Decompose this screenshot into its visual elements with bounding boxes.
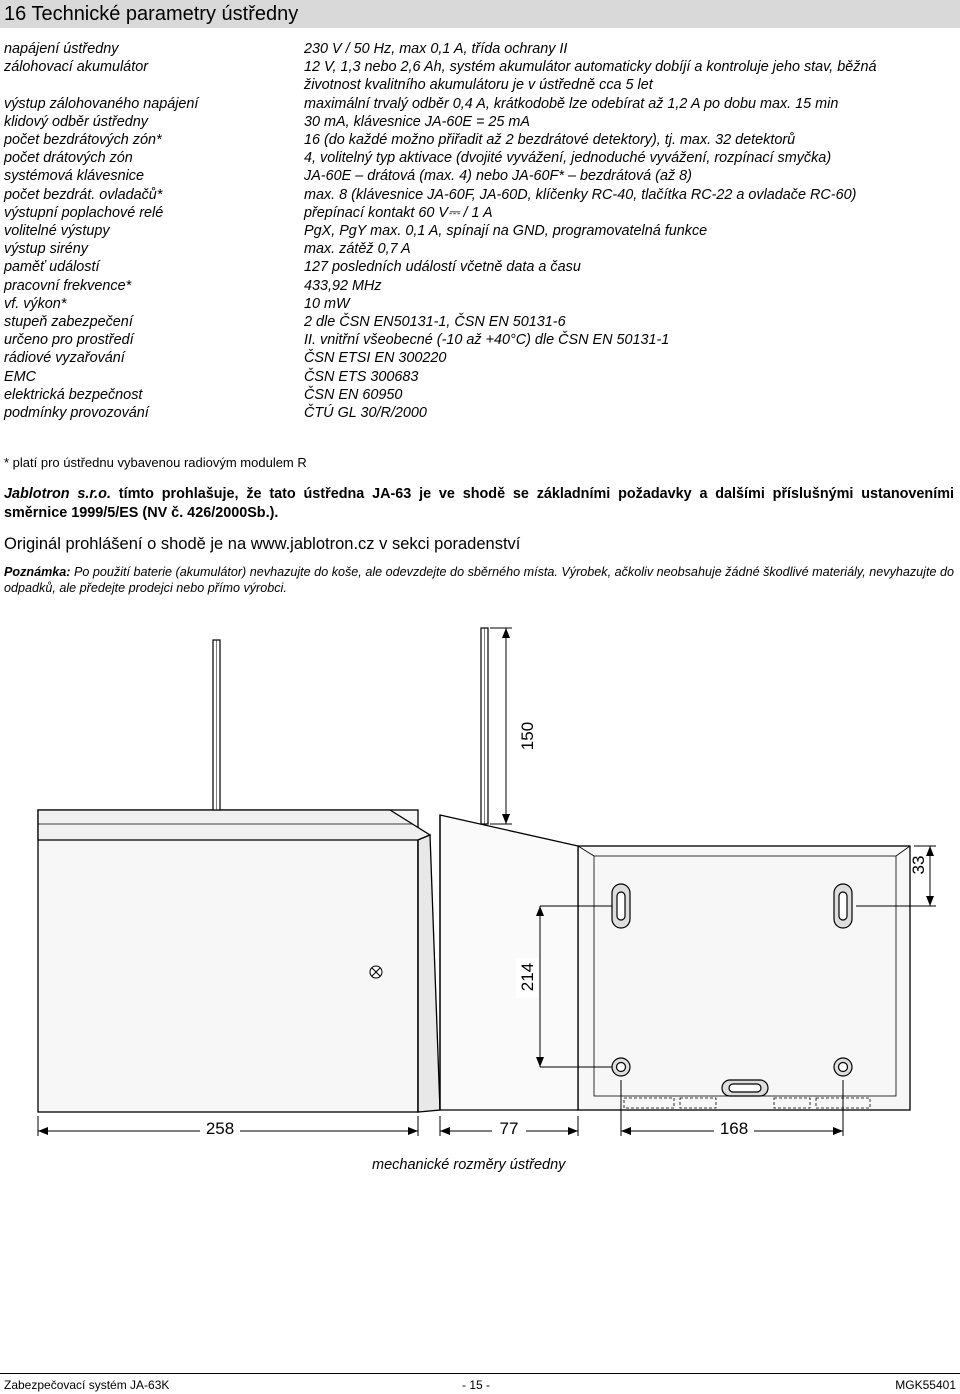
spec-label: elektrická bezpečnost xyxy=(4,386,143,403)
spec-row xyxy=(4,331,956,349)
lid-screw-icon xyxy=(370,966,382,978)
dimension-hole-spacing-v-label: 214 xyxy=(518,962,537,992)
spec-row xyxy=(4,58,956,76)
original-declaration-note: Originál prohlášení o shodě je na www.jablotron.cz v sekci poradenství xyxy=(4,535,521,553)
spec-label: napájení ústředny xyxy=(4,41,119,57)
spec-label: volitelné výstupy xyxy=(4,223,110,240)
spec-value: 16 (do každé možno přiřadit až 2 bezdrátové detektory), tj. max. 32 detektorů xyxy=(304,132,796,149)
footer-product: Zabezpečovací systém JA-63K xyxy=(4,1378,170,1392)
spec-label: určeno pro prostředí xyxy=(4,332,134,349)
antenna-back xyxy=(481,628,488,824)
mounting-hole-top-left xyxy=(612,884,630,928)
spec-value: ČSN ETSI EN 300220 xyxy=(304,350,447,367)
spec-row xyxy=(4,222,956,240)
footer-divider xyxy=(0,1373,960,1374)
spec-value: ČSN ETS 300683 xyxy=(304,368,419,385)
spec-row xyxy=(4,349,956,367)
spec-label: počet bezdrát. ovladačů* xyxy=(4,186,163,203)
spec-row xyxy=(4,204,956,222)
spec-value: 4, volitelný typ aktivace (dvojité vyvážení, jednoduché vyvážení, rozpínací smyčka) xyxy=(304,150,832,167)
page-title: 16 Technické parametry ústředny xyxy=(4,3,299,25)
mechanical-drawing xyxy=(0,610,960,1150)
spec-value: 10 mW xyxy=(304,295,350,312)
spec-value: ČSN EN 60950 xyxy=(304,386,403,403)
spec-row xyxy=(4,149,956,167)
footer-page-number: - 15 - xyxy=(462,1378,491,1392)
spec-label: stupeň zabezpečení xyxy=(4,314,133,331)
spec-value: životnost kvalitního akumulátoru je v ústředně cca 5 let xyxy=(304,77,653,94)
footnote: * platí pro ústřednu vybavenou radiovým modulem R xyxy=(4,455,307,470)
spec-label: paměť událostí xyxy=(4,259,100,276)
spec-value: II. vnitřní všeobecné (-10 až +40°C) dle ČSN EN 50131-1 xyxy=(304,332,670,349)
spec-label: klidový odběr ústředny xyxy=(4,113,148,130)
spec-table xyxy=(4,40,956,422)
spec-label: počet bezdrátových zón* xyxy=(4,132,162,149)
spec-row xyxy=(4,131,956,149)
spec-value: PgX, PgY max. 0,1 A, spínají na GND, programovatelná funkce xyxy=(304,223,708,240)
spec-label: podmínky provozování xyxy=(4,405,149,422)
dimension-antenna-label: 150 xyxy=(518,721,537,751)
antenna-left xyxy=(213,640,220,810)
spec-label: zálohovací akumulátor xyxy=(4,59,148,76)
spec-row xyxy=(4,186,956,204)
mounting-hole-top-right xyxy=(834,884,852,928)
spec-label: vf. výkon* xyxy=(4,295,67,312)
spec-row xyxy=(4,368,956,386)
dimension-top-hole-label: 33 xyxy=(909,855,928,875)
note-text: Po použití baterie (akumulátor) nevhazujte do koše, ale odevzdejte do sběrného místa. Výrobek, ačkoliv neobsahuje žádné škodlivé materiály, nevyhazujte do odpadků, ale předejte prodejci nebo přímo výrobci. xyxy=(4,565,954,595)
spec-value: 2 dle ČSN EN50131-1, ČSN EN 50131-6 xyxy=(304,314,566,331)
back-side-panel xyxy=(440,815,578,1110)
spec-value: maximální trvalý odběr 0,4 A, krátkodobě lze odebírat až 1,2 A po dobu max. 15 min xyxy=(304,95,839,112)
spec-label: výstup sirény xyxy=(4,241,88,258)
dimension-hole-spacing-h-label: 168 xyxy=(719,1119,749,1138)
spec-value: JA-60E – drátová (max. 4) nebo JA-60F* – bezdrátová (až 8) xyxy=(304,168,692,185)
spec-value: přepínací kontakt 60 V⎓ / 1 A xyxy=(304,204,493,221)
spec-row xyxy=(4,76,956,94)
disposal-note xyxy=(4,564,954,596)
spec-row xyxy=(4,40,956,58)
note-label: Poznámka: xyxy=(4,565,71,579)
spec-row xyxy=(4,277,956,295)
spec-value: max. 8 (klávesnice JA-60F, JA-60D, klíčenky RC-40, tlačítka RC-22 a ovladače RC-60) xyxy=(304,186,857,203)
spec-row xyxy=(4,113,956,131)
spec-label: systémová klávesnice xyxy=(4,168,144,185)
spec-label: výstup zálohovaného napájení xyxy=(4,95,199,112)
spec-label: pracovní frekvence* xyxy=(4,277,132,294)
spec-value: ČTÚ GL 30/R/2000 xyxy=(304,405,427,422)
mounting-hole-bottom-left xyxy=(612,1058,630,1076)
declaration-text: tímto prohlašuje, že tato ústředna JA-63 je ve shodě se základními požadavky a dalšími příslušnými ustanoveními směrnice 1999/5/ES (NV č. 426/2000Sb.). xyxy=(4,486,954,521)
spec-row xyxy=(4,386,956,404)
declaration-company: Jablotron s.r.o. xyxy=(4,486,111,502)
spec-value: 127 posledních událostí včetně data a času xyxy=(304,259,581,276)
spec-value: max. zátěž 0,7 A xyxy=(304,241,411,258)
footer-doc-code: MGK55401 xyxy=(895,1378,956,1392)
spec-label: EMC xyxy=(4,368,36,385)
spec-row xyxy=(4,167,956,185)
enclosure-front-view xyxy=(38,810,440,1112)
spec-label: počet drátových zón xyxy=(4,150,133,167)
spec-value: 12 V, 1,3 nebo 2,6 Ah, systém akumulátor automaticky dobíjí a kontroluje jeho stav, běžná xyxy=(304,59,877,76)
spec-row xyxy=(4,95,956,113)
page-header-bar xyxy=(0,0,960,28)
mounting-hole-bottom-right xyxy=(834,1058,852,1076)
spec-row xyxy=(4,258,956,276)
dimension-width-label: 258 xyxy=(205,1119,235,1138)
spec-value: 30 mA, klávesnice JA-60E = 25 mA xyxy=(304,113,530,130)
dimension-depth-label: 77 xyxy=(499,1119,519,1138)
cable-slot xyxy=(722,1080,768,1096)
spec-label: rádiové vyzařování xyxy=(4,350,125,367)
declaration xyxy=(4,485,954,523)
spec-row xyxy=(4,313,956,331)
spec-label: výstupní poplachové relé xyxy=(4,204,164,221)
spec-value: 433,92 MHz xyxy=(304,277,382,294)
spec-value: 230 V / 50 Hz, max 0,1 A, třída ochrany II xyxy=(304,41,568,57)
drawing-caption: mechanické rozměry ústředny xyxy=(372,1157,566,1173)
spec-row xyxy=(4,404,956,422)
spec-row xyxy=(4,240,956,258)
spec-row xyxy=(4,295,956,313)
